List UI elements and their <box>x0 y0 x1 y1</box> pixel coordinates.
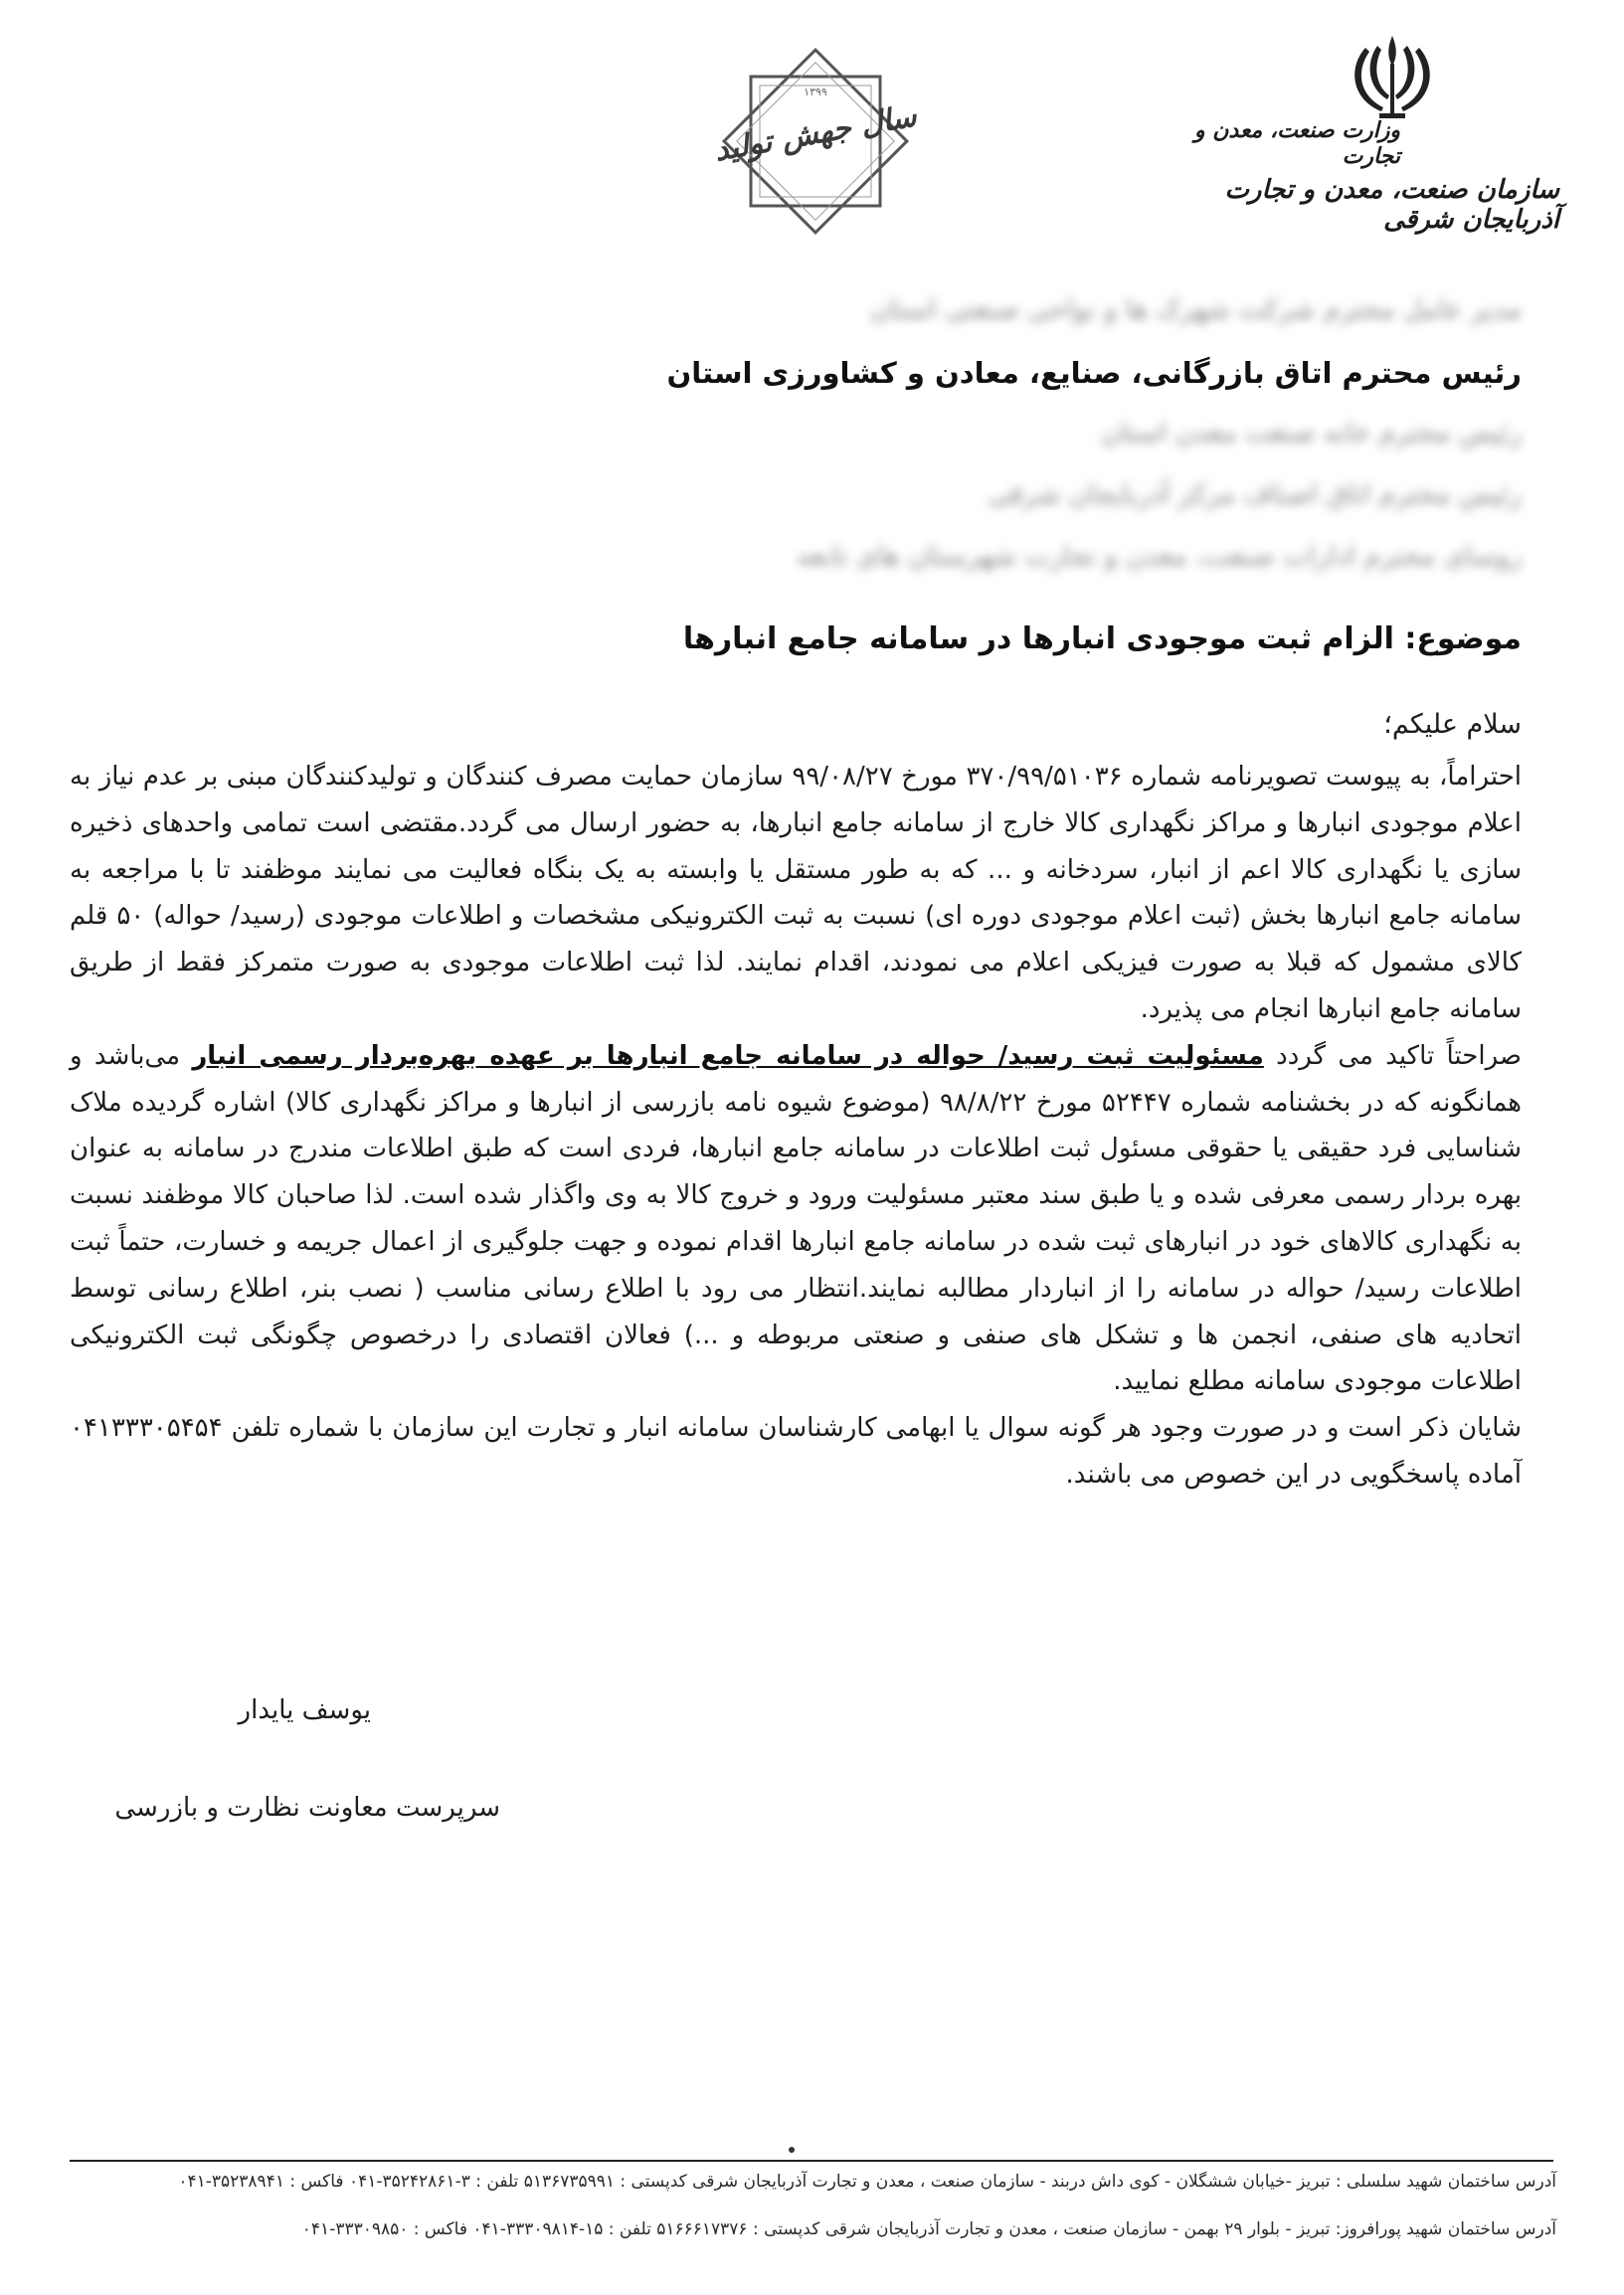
emblem-icon <box>1338 28 1447 127</box>
seal-year: ۱۳۹۹ <box>804 86 827 98</box>
letter-body <box>70 754 1522 1499</box>
addressee-blurred-3: رئیس محترم اتاق اصناف مرکز آذربایجان شرقی <box>988 479 1522 510</box>
footer-dot <box>789 2147 795 2153</box>
greeting: سلام علیکم؛ <box>1383 709 1522 740</box>
year-slogan-seal <box>696 22 935 261</box>
signatory-title: سرپرست معاونت نظارت و بازرسی <box>114 1793 500 1823</box>
addressee-blurred-1: مدیر عامل محترم شرکت شهرک ها و نواحی صنعتی استان <box>870 294 1522 325</box>
footer-divider <box>70 2160 1553 2162</box>
letter-subject: موضوع: الزام ثبت موجودی انبارها در سامانه جامع انبارها <box>682 621 1522 656</box>
addressee-blurred-2: رئیس محترم خانه صنعت معدن استان <box>1100 418 1522 448</box>
footer-address-2: آدرس ساختمان شهید پورافروز: تبریز - بلوار ۲۹ بهمن - سازمان صنعت ، معدن و تجارت آذربایجان شرقی کدپستی : ۵۱۶۶۶۱۷۳۷۶ تلفن : ۱۵-۳۳۳۰۹۸۱۴-۰۴۱ فاکس : ۳۳۳۰۹۸۵۰-۰۴۱ <box>301 2219 1556 2239</box>
signatory-name: یوسف یایدار <box>238 1695 371 1725</box>
body-paragraph-2 <box>70 1033 1522 1405</box>
emphasized-responsibility: مسئولیت ثبت رسید/ حواله در سامانه جامع انبارها بر عهده بهره‌بردار رسمی انبار <box>192 1040 1264 1071</box>
body-paragraph-3: شایان ذکر است و در صورت وجود هر گونه سوال یا ابهامی کارشناسان سامانه انبار و تجارت این سازمان با شماره تلفن ۰۴۱۳۳۳۰۵۴۵۴ آماده پاسخگویی در این خصوص می باشند. <box>70 1413 1522 1490</box>
addressee-main: رئیس محترم اتاق بازرگانی، صنایع، معادن و کشاورزی استان <box>666 356 1522 390</box>
paragraph-2-rest: می‌باشد و همانگونه که در بخشنامه شماره ۵۲۴۴۷ مورخ ۹۸/۸/۲۲ (موضوع شیوه نامه بازرسی از انبارها و مراکز نگهداری کالا) اشاره گردیده ملاک شناسایی فرد حقیقی یا حقوقی مسئول ثبت اطلاعات در سامانه جامع انبارها، فردی است که طبق اطلاعات مندرج در سامانه به عنوان بهره بردار رسمی معرفی شده و یا طبق سند معتبر مسئولیت ورود و خروج کالا به وی واگذار شده است. لذا صاحبان کالا موظفند نسبت به نگهداری کالاهای خود در انبارهای ثبت شده در سامانه جامع انبارها اقدام نموده و جهت جلوگیری از اعمال جریمه و خسارت، حتماً ثبت اطلاعات رسید/ حواله در سامانه را از انباردار مطالبه نمایند.انتظار می رود با اطلاع رسانی مناسب ( نصب بنر، اطلاع رسانی توسط اتحادیه های صنفی، انجمن ها و تشکل های صنفی و صنعتی مربوطه و ...) فعالان اقتصادی را درخصوص چگونگی ثبت الکترونیکی اطلاعات موجودی سامانه مطلع نمایید. <box>70 1040 1523 1397</box>
paragraph-2-start: صراحتاً تاکید می گردد <box>1263 1040 1522 1071</box>
ministry-letterhead <box>1142 117 1559 235</box>
ministry-line-2: سازمان صنعت، معدن و تجارت آذربایجان شرقی <box>1224 175 1559 235</box>
addressee-blurred-4: روسای محترم ادارات صنعت، معدن و تجارت شهرستان های تابعه <box>797 541 1522 572</box>
footer-address-1: آدرس ساختمان شهید سلسلی : تبریز -خیابان ششگلان - کوی داش دربند - سازمان صنعت ، معدن و تجارت آذربایجان شرقی کدپستی : ۵۱۳۶۷۳۵۹۹۱ تلفن : ۳-۳۵۲۴۲۸۶۱-۰۴۱ فاکس : ۳۵۲۳۸۹۴۱-۰۴۱ <box>178 2172 1556 2192</box>
ministry-line-1: وزارت صنعت، معدن و تجارت <box>1193 117 1400 169</box>
body-paragraph-1: احتراماً، به پیوست تصویرنامه شماره ۳۷۰/۹۹/۵۱۰۳۶ مورخ ۹۹/۰۸/۲۷ سازمان حمایت مصرف کنندگان و تولیدکنندگان مبنی بر عدم نیاز به اعلام موجودی انبارها و مراکز نگهداری کالا خارج از سامانه جامع انبارها، به حضور ارسال می گردد.مقتضی است تمامی واحدهای ذخیره سازی یا نگهداری کالا اعم از انبار، سردخانه و ... که به طور مستقل یا وابسته به یک بنگاه فعالیت می نمایند موظفند تا با مراجعه به سامانه جامع انبارها بخش (ثبت اعلام موجودی دوره ای) نسبت به ثبت الکترونیکی مشخصات و اطلاعات موجودی (رسید/ حواله) ۵۰ قلم کالای مشمول که قبلا به صورت فیزیکی اعلام می نمودند، اقدام نمایند. لذا ثبت اطلاعات موجودی به صورت متمرکز فقط از طریق سامانه جامع انبارها انجام می پذیرد. <box>70 762 1522 1024</box>
seal-slogan: سال جهش تولید <box>711 98 920 169</box>
